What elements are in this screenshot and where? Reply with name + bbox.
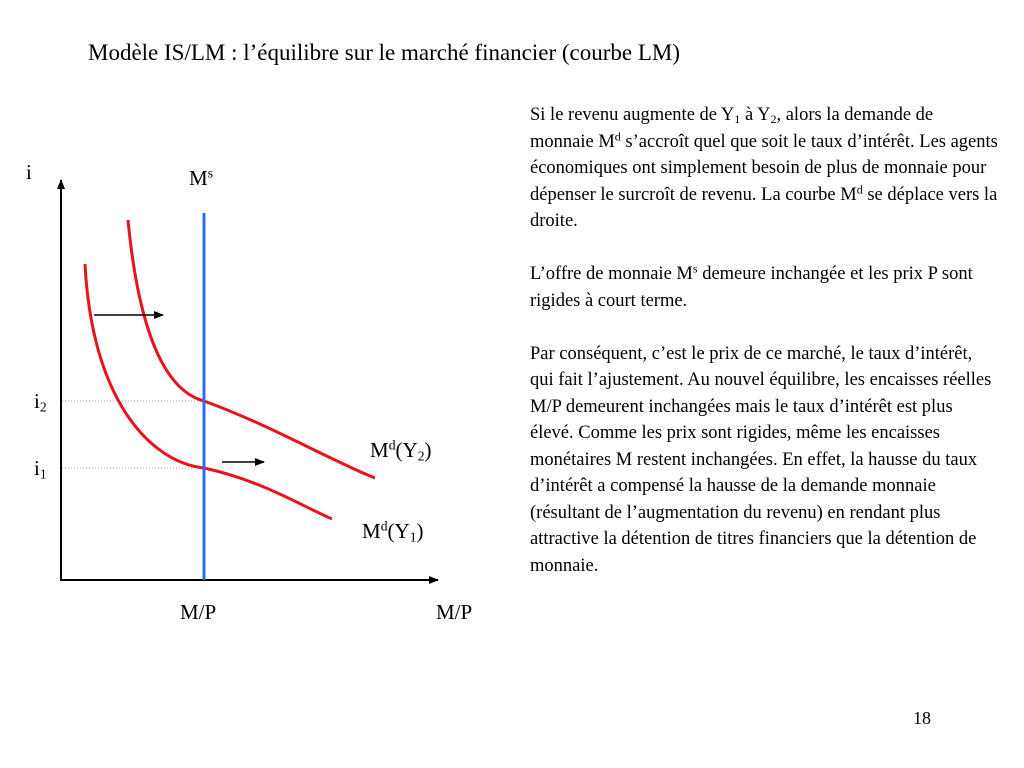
paragraph-adjustment: Par conséquent, c’est le prix de ce marché, le taux d’intérêt, qui fait l’ajustement. Au nouvel équilibre, les encaisses réelles M/P demeurent inchangées mais le taux d’intérêt est plus élevé. Comme les prix sont rigides, même les encaisses monétaires M restent inchangées. En effet, la hausse du taux d’intérêt a compensé la hausse de la demande monnaie (résultant de l’augmentation du revenu) en rendant plus attractive la détention de titres financiers que la détention de monnaie. [530,343,992,576]
money-demand-y2-label: $M^d(Y_2)$ [370,437,432,464]
x-axis-label: M/P [436,600,473,624]
i1-label: $i_1$ [34,456,47,482]
money-supply-label: $M^s$ [189,165,213,190]
i2-label: $i_2$ [34,389,47,415]
paragraph-money-supply: L’offre de monnaie $M^s$ demeure inchangée et les prix P sont rigides à court terme. [530,261,973,311]
money-demand-curve-y1 [85,264,332,519]
x-tick-label-mp: M/P [180,600,217,624]
money-demand-curve-y2 [128,220,375,478]
paragraph-income-increase: Si le revenu augmente de $Y_1$ à $Y_2$, alors la demande de monnaie $M^d$ s’accroît quel que soit le taux d’intérêt. Les agents économiques ont simplement besoin de plus de monnaie pour dépenser le surcroît de revenu. La courbe $M^d$ se déplace vers la droite. [530,105,998,231]
money-demand-y1-label: $M^d(Y_1)$ [362,518,424,545]
explanation-text [530,102,1000,606]
y-axis-label: i [26,160,32,184]
slide-title: Modèle IS/LM : l’équilibre sur le marché financier (courbe LM) [88,40,681,65]
page-number: 18 [913,708,931,728]
